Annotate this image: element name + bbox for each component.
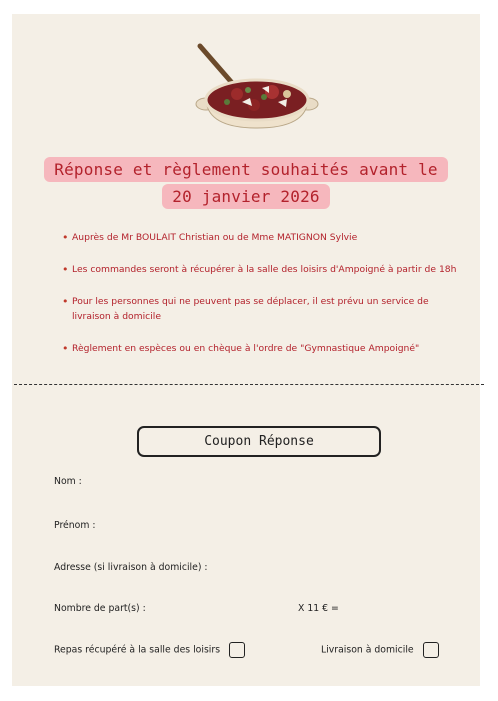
flyer-page xyxy=(12,14,480,686)
nom-label: Nom : xyxy=(54,476,82,487)
option-livraison-label: Livraison à domicile xyxy=(321,644,414,656)
price-label: X 11 € = xyxy=(298,603,339,614)
option-livraison-checkbox[interactable] xyxy=(423,642,439,658)
info-list xyxy=(62,230,457,373)
casserole-dish-icon xyxy=(192,42,322,132)
coupon-title: Coupon Réponse xyxy=(137,426,381,457)
option-salle-checkbox[interactable] xyxy=(229,642,245,658)
parts-label: Nombre de part(s) : xyxy=(54,603,146,614)
list-item: • Auprès de Mr BOULAIT Christian ou de Mme MATIGNON Sylvie xyxy=(62,230,457,245)
deadline-banner-line1: Réponse et règlement souhaités avant le xyxy=(12,157,480,182)
option-livraison xyxy=(321,642,439,658)
list-item: • Les commandes seront à récupérer à la salle des loisirs d'Ampoigné à partir de 18h xyxy=(62,262,457,277)
option-salle xyxy=(54,642,245,658)
cut-line-divider xyxy=(14,384,484,385)
option-salle-label: Repas récupéré à la salle des loisirs xyxy=(54,644,221,656)
list-item: • Règlement en espèces ou en chèque à l'ordre de "Gymnastique Ampoigné" xyxy=(62,341,457,356)
deadline-banner-line2: 20 janvier 2026 xyxy=(12,184,480,209)
prenom-label: Prénom : xyxy=(54,520,96,531)
adresse-label: Adresse (si livraison à domicile) : xyxy=(54,562,208,573)
list-item: • Pour les personnes qui ne peuvent pas se déplacer, il est prévu un service de livraison à domicile xyxy=(62,294,457,324)
